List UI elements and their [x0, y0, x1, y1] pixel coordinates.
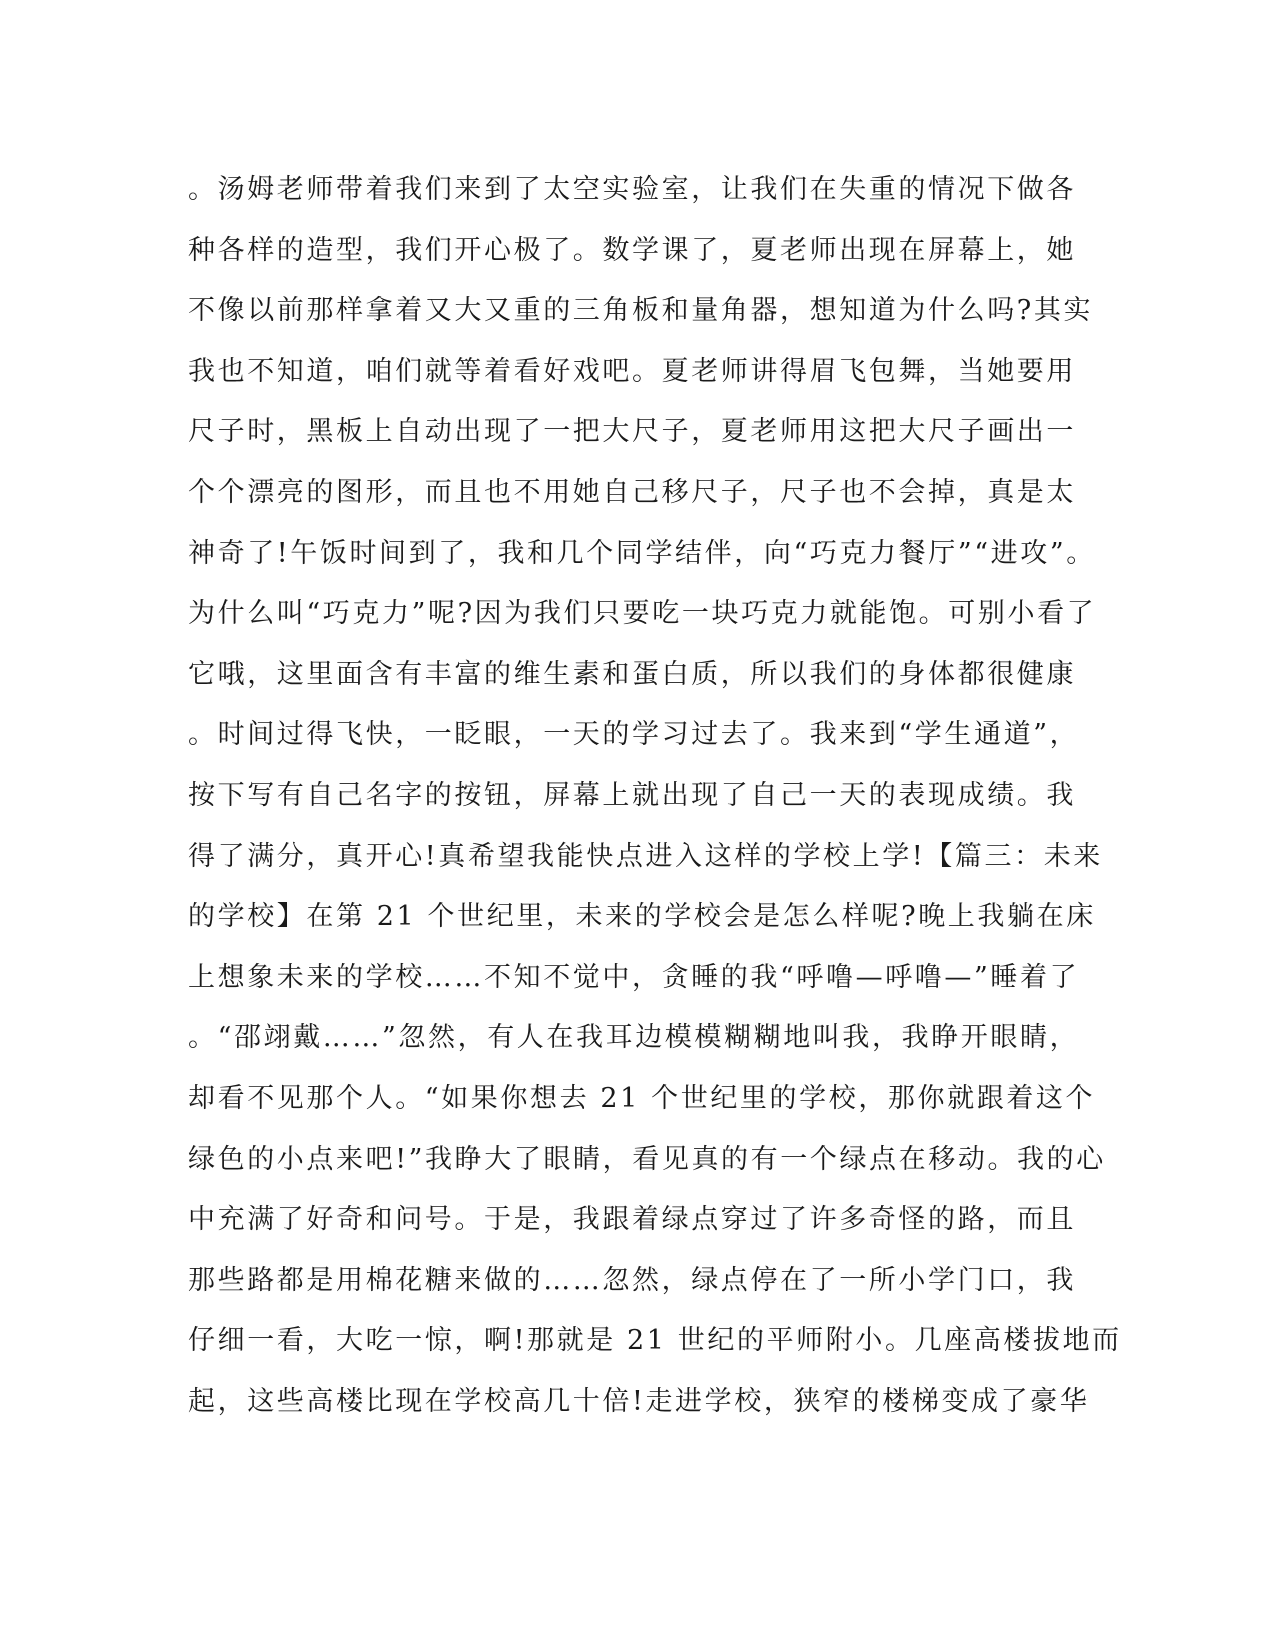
text-line: 尺子时，黑板上自动出现了一把大尺子，夏老师用这把大尺子画出一: [188, 416, 1076, 448]
text-line: 。汤姆老师带着我们来到了太空实验室，让我们在失重的情况下做各: [188, 174, 1076, 205]
text-line: 起，这些高楼比现在学校高几十倍!走进学校，狭窄的楼梯变成了豪华: [188, 1385, 1090, 1417]
body-text: [188, 160, 1122, 1432]
text-line: 上想象未来的学校……不知不觉中，贪睡的我“呼噜—呼噜—”睡着了: [188, 961, 1080, 993]
text-line: 我也不知道，咱们就等着看好戏吧。夏老师讲得眉飞包舞，当她要用: [188, 355, 1076, 387]
text-line: 为什么叫“巧克力”呢?因为我们只要吃一块巧克力就能饱。可别小看了: [188, 598, 1097, 630]
text-line: 得了满分，真开心!真希望我能快点进入这样的学校上学!【篇三：未来: [188, 840, 1103, 872]
text-line: 却看不见那个人。“如果你想去 21 个世纪里的学校，那你就跟着这个: [188, 1082, 1096, 1114]
text-line: 它哦，这里面含有丰富的维生素和蛋白质，所以我们的身体都很健康: [188, 658, 1076, 690]
text-line: 仔细一看，大吃一惊，啊!那就是 21 世纪的平师附小。几座高楼拔地而: [188, 1325, 1122, 1357]
text-line: 神奇了!午饭时间到了，我和几个同学结伴，向“巧克力餐厅”“进攻”。: [188, 537, 1096, 569]
text-line: 的学校】在第 21 个世纪里，未来的学校会是怎么样呢?晚上我躺在床: [188, 901, 1096, 933]
text-line: 绿色的小点来吧!”我睁大了眼睛，看见真的有一个绿点在移动。我的心: [188, 1143, 1106, 1175]
text-line: 按下写有自己名字的按钮，屏幕上就出现了自己一天的表现成绩。我: [188, 779, 1076, 811]
text-line: 。“邵翊戴……”忽然，有人在我耳边模模糊糊地叫我，我睁开眼睛，: [188, 1022, 1080, 1054]
text-line: 种各样的造型，我们开心极了。数学课了，夏老师出现在屏幕上，她: [188, 234, 1076, 266]
text-line: 。时间过得飞快，一眨眼，一天的学习过去了。我来到“学生通道”，: [188, 719, 1080, 751]
text-line: 个个漂亮的图形，而且也不用她自己移尺子，尺子也不会掉，真是太: [188, 476, 1076, 508]
text-line: 中充满了好奇和问号。于是，我跟着绿点穿过了许多奇怪的路，而且: [188, 1204, 1076, 1236]
text-line: 那些路都是用棉花糖来做的……忽然，绿点停在了一所小学门口，我: [188, 1264, 1076, 1296]
text-line: 不像以前那样拿着又大又重的三角板和量角器，想知道为什么吗?其实: [188, 295, 1094, 327]
